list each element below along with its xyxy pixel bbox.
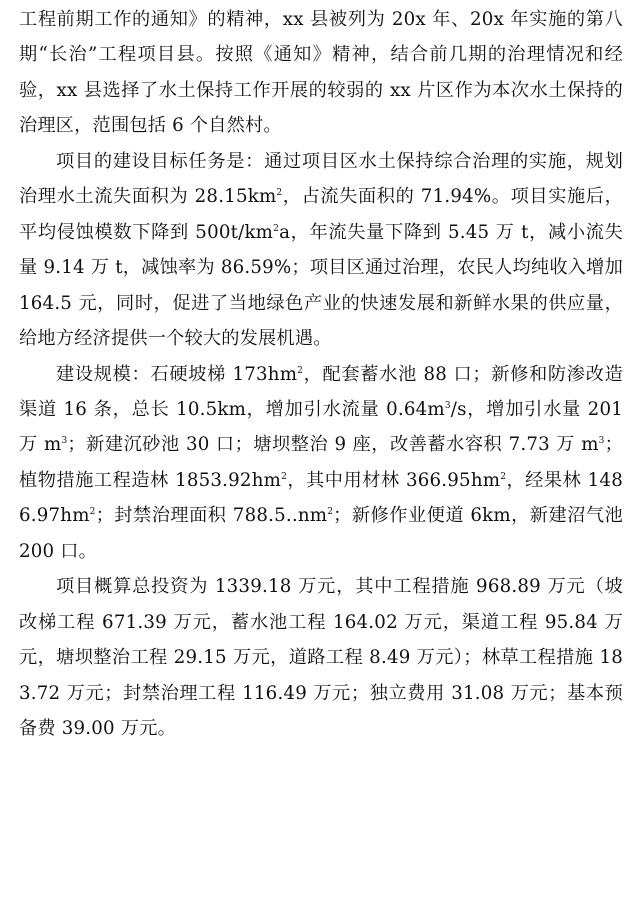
text-run: nm: [297, 505, 328, 527]
text-run: ；新修作业便道 6km，新建沼气池 200 口。: [19, 505, 623, 562]
text-run: ，占流失面积的 71.94%。项目实施后，平均侵蚀模数下降到 500t/km: [19, 186, 624, 243]
paragraph-construction-goals: [19, 144, 623, 357]
text-run: ，经果林 1486.97hm: [19, 469, 623, 527]
text-run: ；植物措施工程造林 1853.92hm: [19, 434, 623, 491]
superscript-exponent: 2: [327, 507, 334, 518]
text-run: 建设规模：石硬坡梯 173hm: [56, 363, 298, 385]
text-run: ；封禁治理面积 788.5..: [95, 505, 298, 527]
superscript-exponent: 2: [500, 471, 507, 482]
superscript-exponent: 2: [276, 188, 283, 199]
text-run: a，年流失量下降到 5.45 万 t，减小流失量 9.14 万 t，减蚀率为 86.59%；项目区通过治理，农民人均纯收入增加 164.5 元，同时，促进了当地绿色产业的快速发展和新鲜水果的供应量，给地方经济提供一个较大的发展机遇。: [19, 221, 623, 350]
superscript-exponent: 2: [89, 507, 96, 518]
text-run: 工程前期工作的通知》的精神，xx 县被列为 20x 年、20x 年实施的第八期“长治”工程项目县。按照《通知》精神，结合前几期的治理情况和经验，xx 县选择了水土保持工作开展的较弱的 xx 片区作为本次水土保持的治理区，范围包括 6 个自然村。: [19, 9, 623, 137]
text-run: ，配套蓄水池 88 口；新修和防渗改造渠道 16 条，总长 10.5km，增加引水流量 0.64m: [19, 363, 623, 420]
superscript-exponent: 2: [273, 223, 280, 234]
text-run: ，其中用材林 366.95hm: [287, 469, 501, 491]
superscript-exponent: 2: [297, 365, 304, 376]
text-run: 项目的建设目标任务是：通过项目区水土保持综合治理的实施，规划治理水土流失面积为 28.15km: [19, 150, 623, 208]
paragraph-project-background: [19, 2, 623, 144]
superscript-exponent: 3: [444, 400, 451, 411]
text-run: /s，增加引水量 201 万 m: [19, 398, 623, 456]
paragraph-construction-scale: [19, 357, 623, 570]
superscript-exponent: 3: [598, 436, 605, 447]
superscript-exponent: 2: [281, 471, 287, 482]
text-run: 项目概算总投资为 1339.18 万元，其中工程措施 968.89 万元（坡改梯工程 671.39 万元，蓄水池工程 164.02 万元，渠道工程 95.84 万元，塘坝整治工程 29.15 万元，道路工程 8.49 万元）；林草工程措施 183.72 万元；封禁治理工程 116.49 万元；独立费用 31.08 万元；基本预备费 39.00 万元。: [19, 576, 623, 740]
paragraph-investment-estimate: [19, 569, 623, 746]
text-run: ；新建沉砂池 30 口；塘坝整治 9 座，改善蓄水容积 7.73 万 m: [67, 434, 599, 456]
superscript-exponent: 3: [61, 436, 68, 447]
